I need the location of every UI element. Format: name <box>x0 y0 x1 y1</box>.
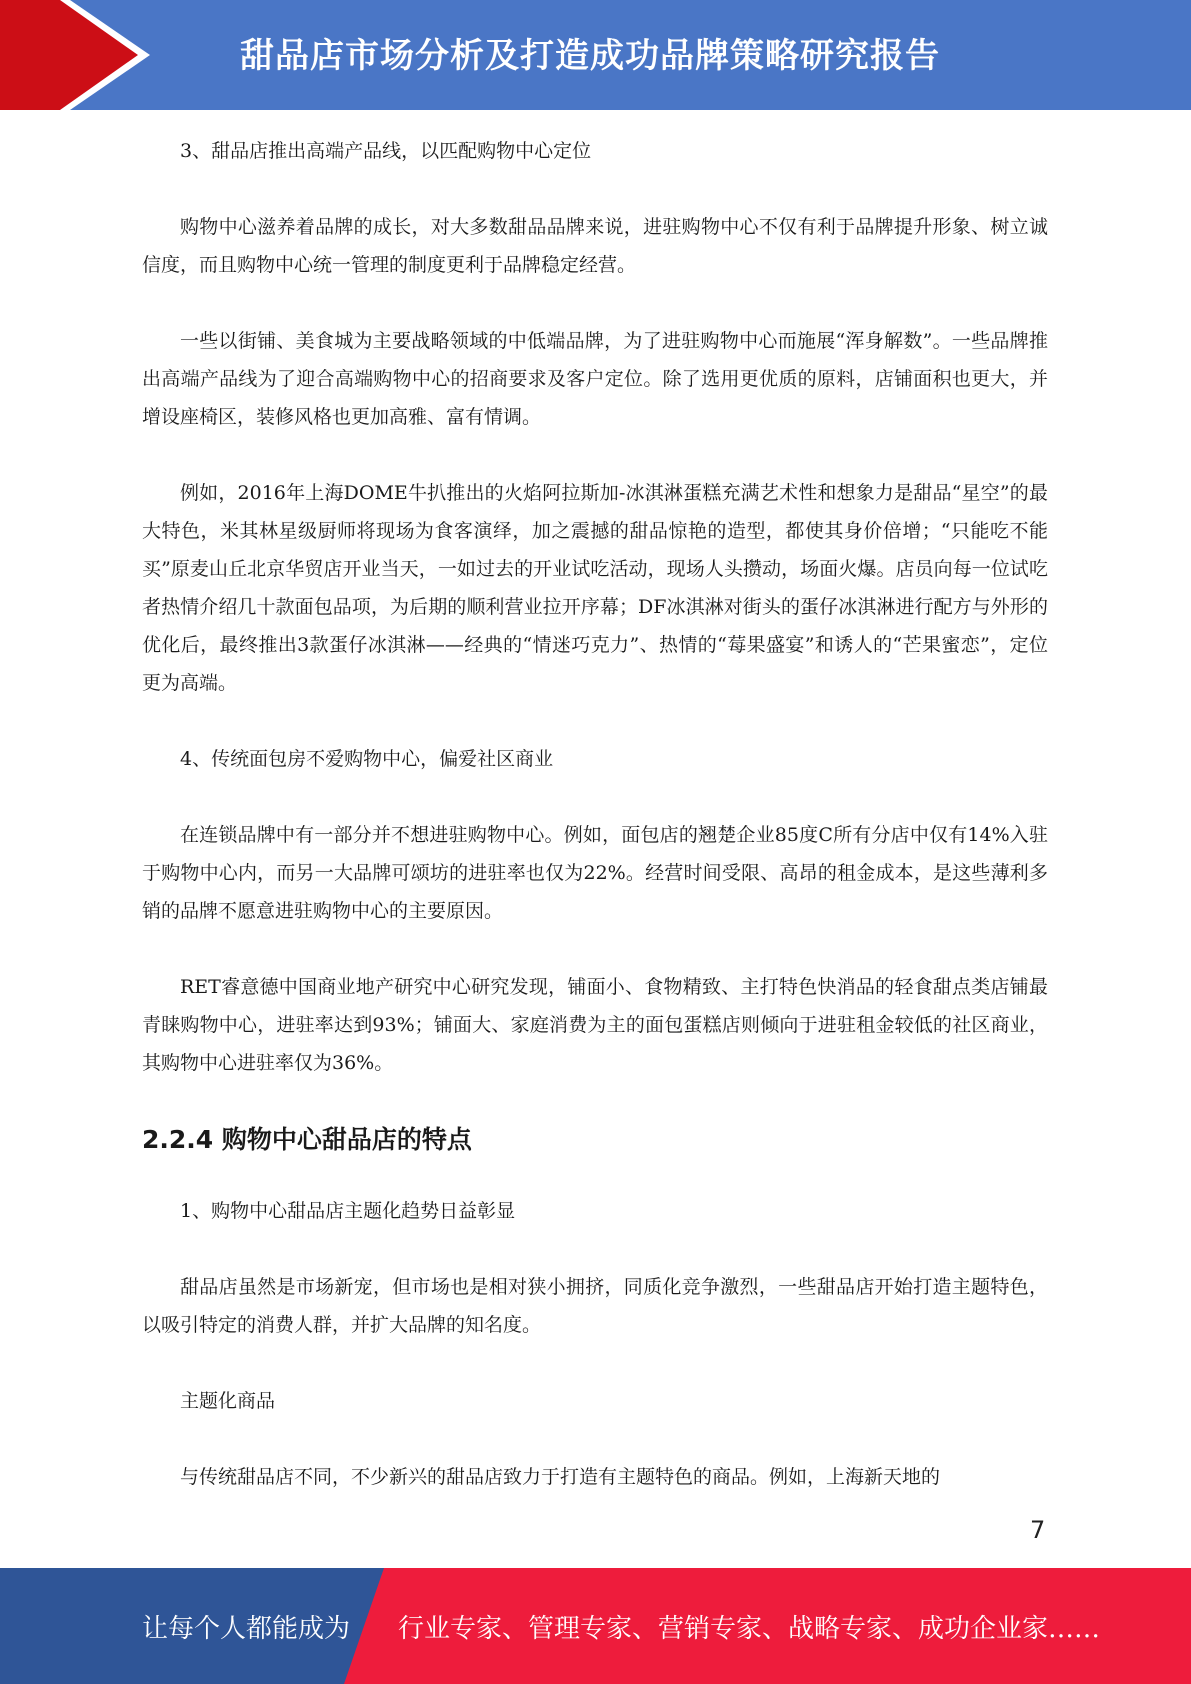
paragraph: 3、甜品店推出高端产品线，以匹配购物中心定位 <box>180 140 592 162</box>
page-header <box>0 0 1191 110</box>
paragraph: 与传统甜品店不同，不少新兴的甜品店致力于打造有主题特色的商品。例如，上海新天地的 <box>180 1466 941 1488</box>
paragraph: 4、传统面包房不爱购物中心，偏爱社区商业 <box>180 748 554 770</box>
paragraph: 例如，2016年上海DOME牛扒推出的火焰阿拉斯加-冰淇淋蛋糕充满艺术性和想象力是甜品“星空”的最大特色，米其林星级厨师将现场为食客演绎，加之震撼的甜品惊艳的造型，都使其身价倍增；“只能吃不能买”原麦山丘北京华贸店开业当天，一如过去的开业试吃活动，现场人头攒动，场面火爆。店员向每一位试吃者热情介绍几十款面包品项，为后期的顺利营业拉开序幕；DF冰淇淋对街头的蛋仔冰淇淋进行配方与外形的优化后，最终推出3款蛋仔冰淇淋——经典的“情迷巧克力”、热情的“莓果盛宴”和诱人的“芒果蜜恋”，定位更为高端。 <box>142 482 1048 694</box>
paragraph: 甜品店虽然是市场新宠，但市场也是相对狭小拥挤，同质化竞争激烈，一些甜品店开始打造主题特色，以吸引特定的消费人群，并扩大品牌的知名度。 <box>142 1276 1048 1336</box>
paragraph: 在连锁品牌中有一部分并不想进驻购物中心。例如，面包店的翘楚企业85度C所有分店中仅有14%入驻于购物中心内，而另一大品牌可颂坊的进驻率也仅为22%。经营时间受限、高昂的租金成本，是这些薄利多销的品牌不愿意进驻购物中心的主要原因。 <box>142 824 1048 922</box>
paragraph: 一些以街铺、美食城为主要战略领域的中低端品牌，为了进驻购物中心而施展“浑身解数”。一些品牌推出高端产品线为了迎合高端购物中心的招商要求及客户定位。除了选用更优质的原料，店铺面积也更大，并增设座椅区，装修风格也更加高雅、富有情调。 <box>142 330 1048 428</box>
page-number: 7 <box>1030 1516 1046 1544</box>
section-heading: 2.2.4 购物中心甜品店的特点 <box>142 1125 472 1154</box>
header-title: 甜品店市场分析及打造成功品牌策略研究报告 <box>240 36 940 76</box>
footer-slogan-right: 行业专家、管理专家、营销专家、战略专家、成功企业家…… <box>398 1614 1101 1644</box>
paragraph: 1、购物中心甜品店主题化趋势日益彰显 <box>180 1200 516 1222</box>
paragraph: RET睿意德中国商业地产研究中心研究发现，铺面小、食物精致、主打特色快消品的轻食甜点类店铺最青睐购物中心，进驻率达到93%；铺面大、家庭消费为主的面包蛋糕店则倾向于进驻租金较低的社区商业，其购物中心进驻率仅为36%。 <box>142 976 1048 1074</box>
page-footer <box>0 1568 1191 1684</box>
paragraph: 主题化商品 <box>180 1390 276 1412</box>
paragraph: 购物中心滋养着品牌的成长，对大多数甜品品牌来说，进驻购物中心不仅有利于品牌提升形象、树立诚信度，而且购物中心统一管理的制度更利于品牌稳定经营。 <box>142 216 1048 276</box>
footer-slogan-left: 让每个人都能成为 <box>142 1614 351 1644</box>
document-body <box>142 132 1048 1496</box>
